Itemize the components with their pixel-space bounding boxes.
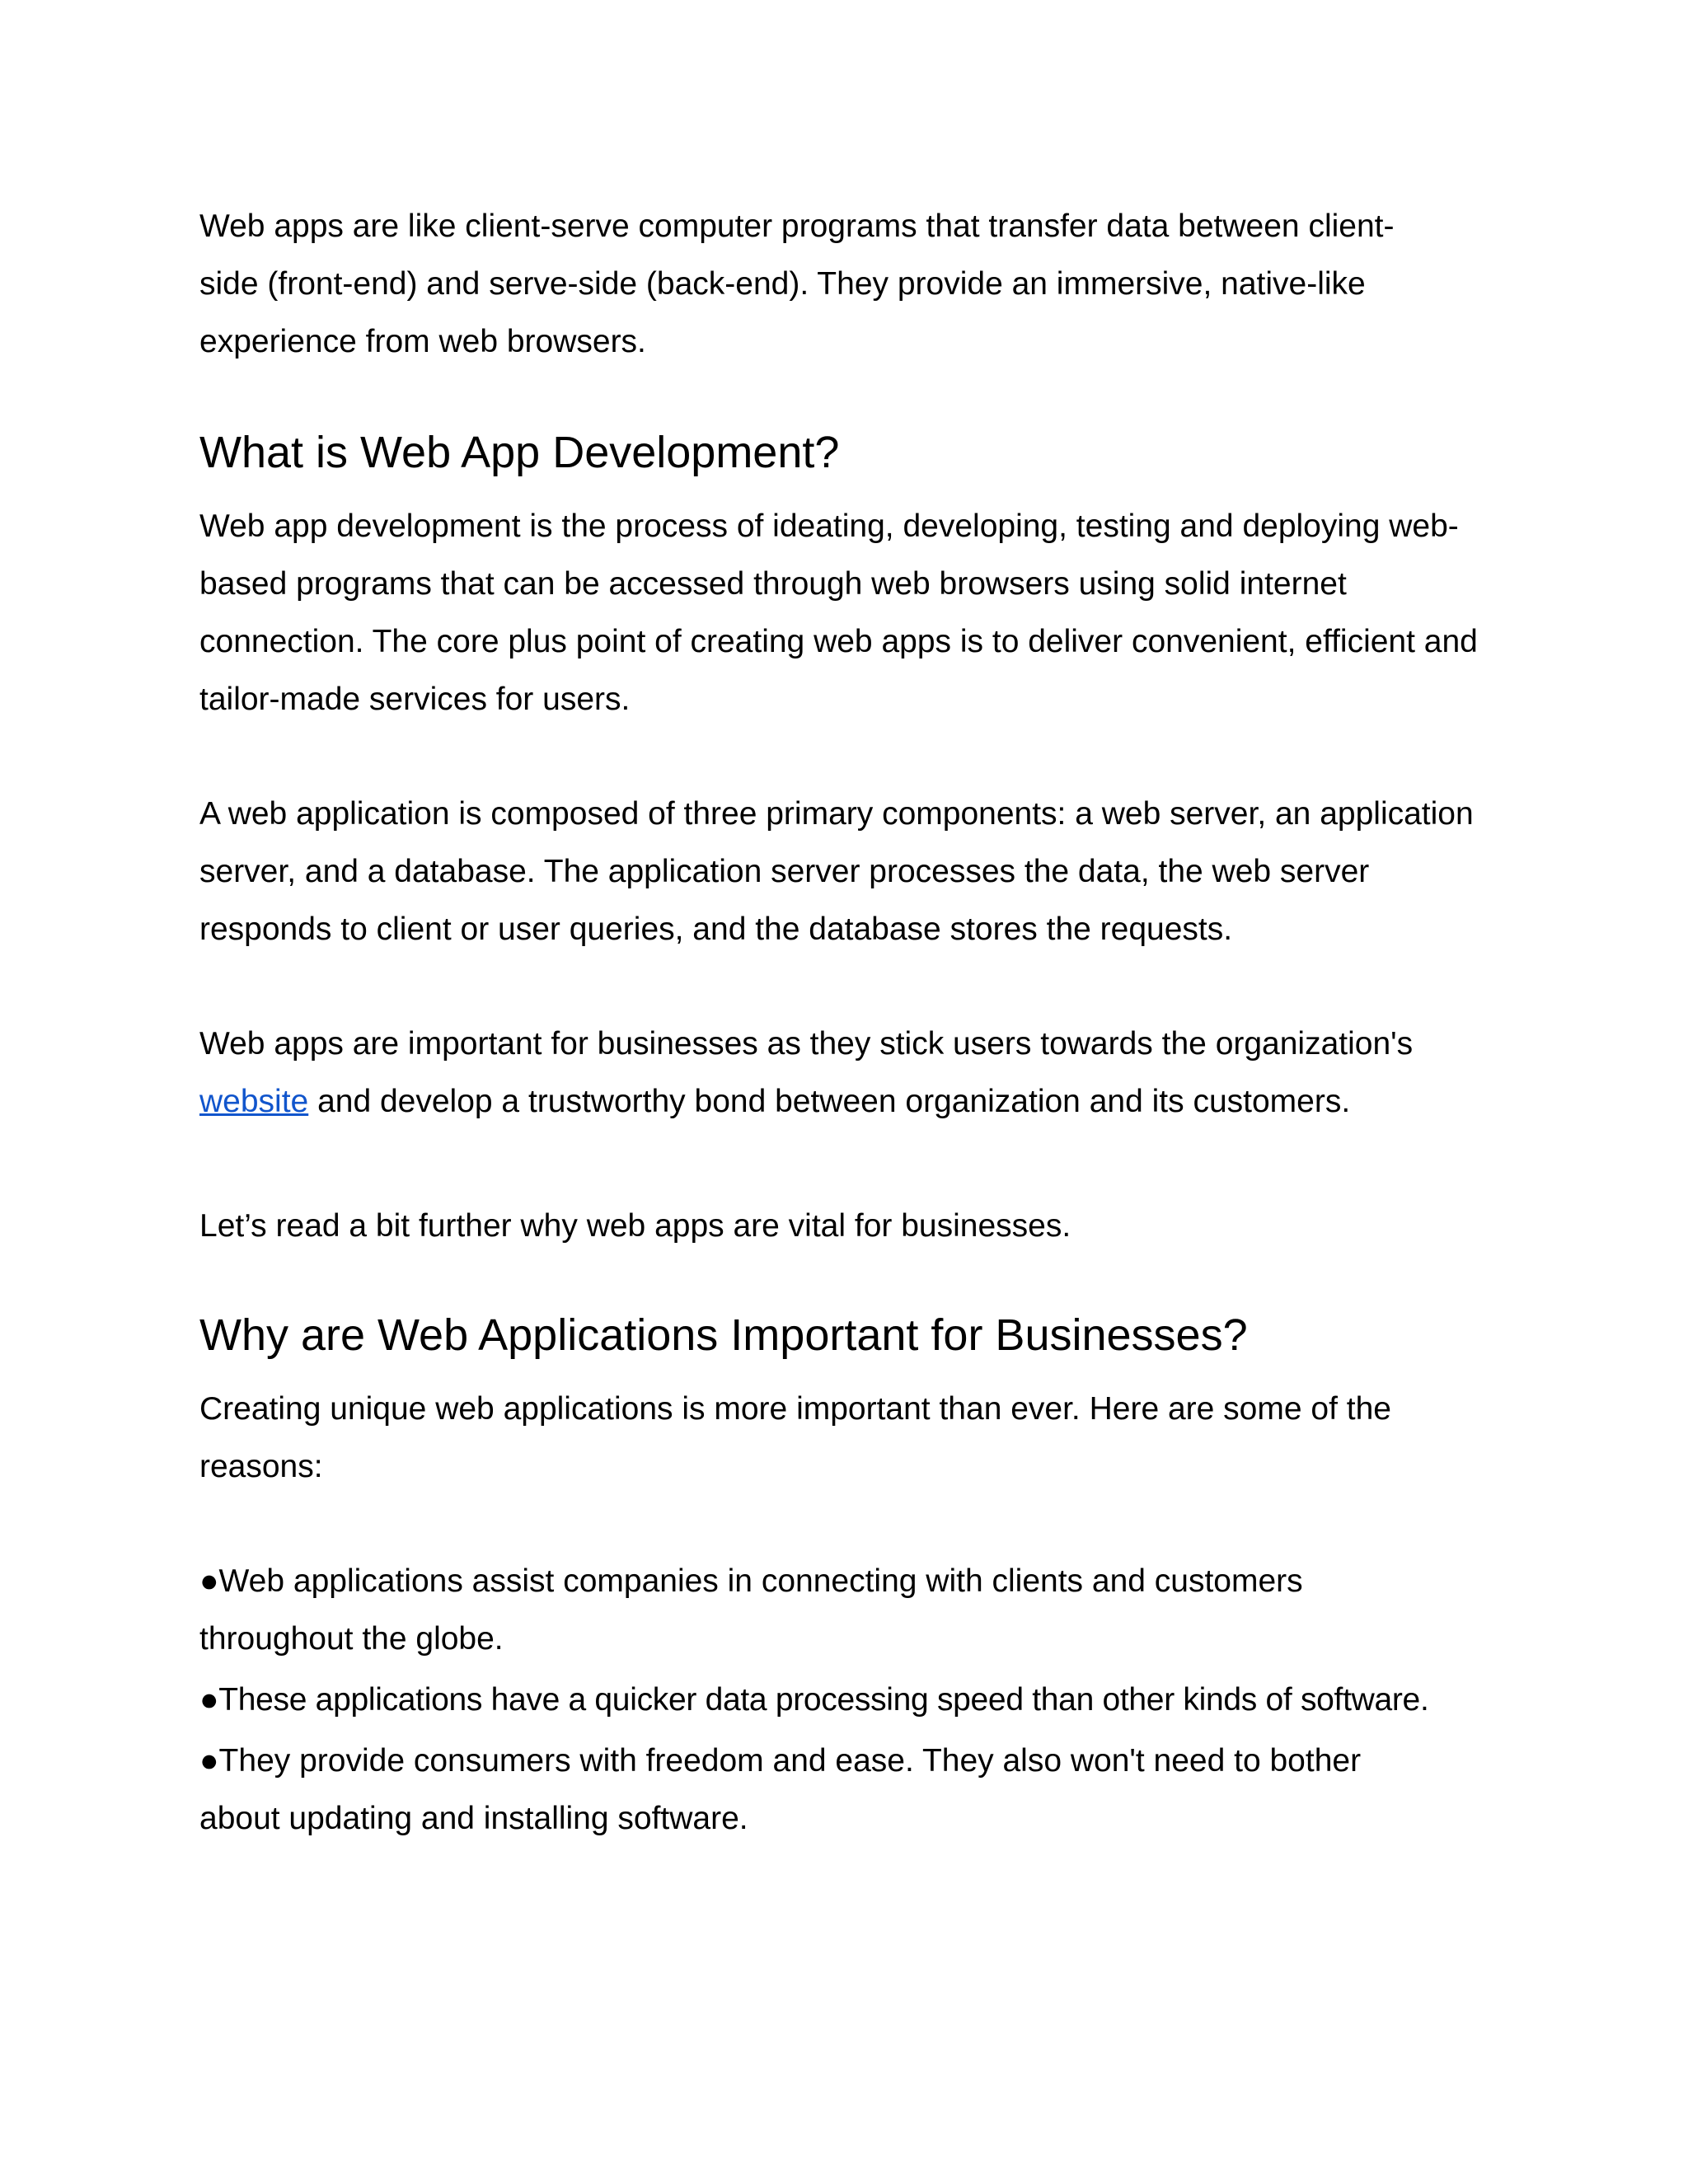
heading-why-important: Why are Web Applications Important for Businesses? <box>199 1310 1248 1360</box>
document-page <box>199 198 1502 1848</box>
paragraph-definition: Web app development is the process of ideating, developing, testing and deploying web-based programs that can be accessed through web browsers using solid internet connection. The core plus point of creating web apps is to deliver convenient, efficient and tailor-made services for users. <box>199 509 1478 717</box>
paragraph-read-further: Let’s read a bit further why web apps are vital for businesses. <box>199 1208 1071 1244</box>
website-link[interactable]: website <box>199 1084 309 1119</box>
paragraph-importance-text-after: and develop a trustworthy bond between organization and its customers. <box>308 1084 1351 1119</box>
paragraph-components: A web application is composed of three primary components: a web server, an application server, and a database. The application server processes the data, the web server responds to client or user queries, and the database stores the requests. <box>199 796 1474 947</box>
list-item: ●These applications have a quicker data processing speed than other kinds of software. <box>199 1682 1429 1718</box>
paragraph-importance <box>199 1015 1485 1131</box>
heading-what-is-web-app-development: What is Web App Development? <box>199 428 840 477</box>
paragraph-importance-text-before: Web apps are important for businesses as they stick users towards the organization's <box>199 1026 1414 1062</box>
paragraph-reasons-intro: Creating unique web applications is more important than ever. Here are some of the reasons: <box>199 1391 1391 1484</box>
list-item: ●Web applications assist companies in connecting with clients and customers throughout the globe. <box>199 1563 1303 1657</box>
reasons-list <box>199 1553 1502 1848</box>
list-item: ●They provide consumers with freedom and ease. They also won't need to bother about updating and installing software. <box>199 1743 1362 1836</box>
intro-paragraph: Web apps are like client-serve computer programs that transfer data between client-side (front-end) and serve-side (back-end). They provide an immersive, native-like experience from web browsers. <box>199 209 1395 359</box>
